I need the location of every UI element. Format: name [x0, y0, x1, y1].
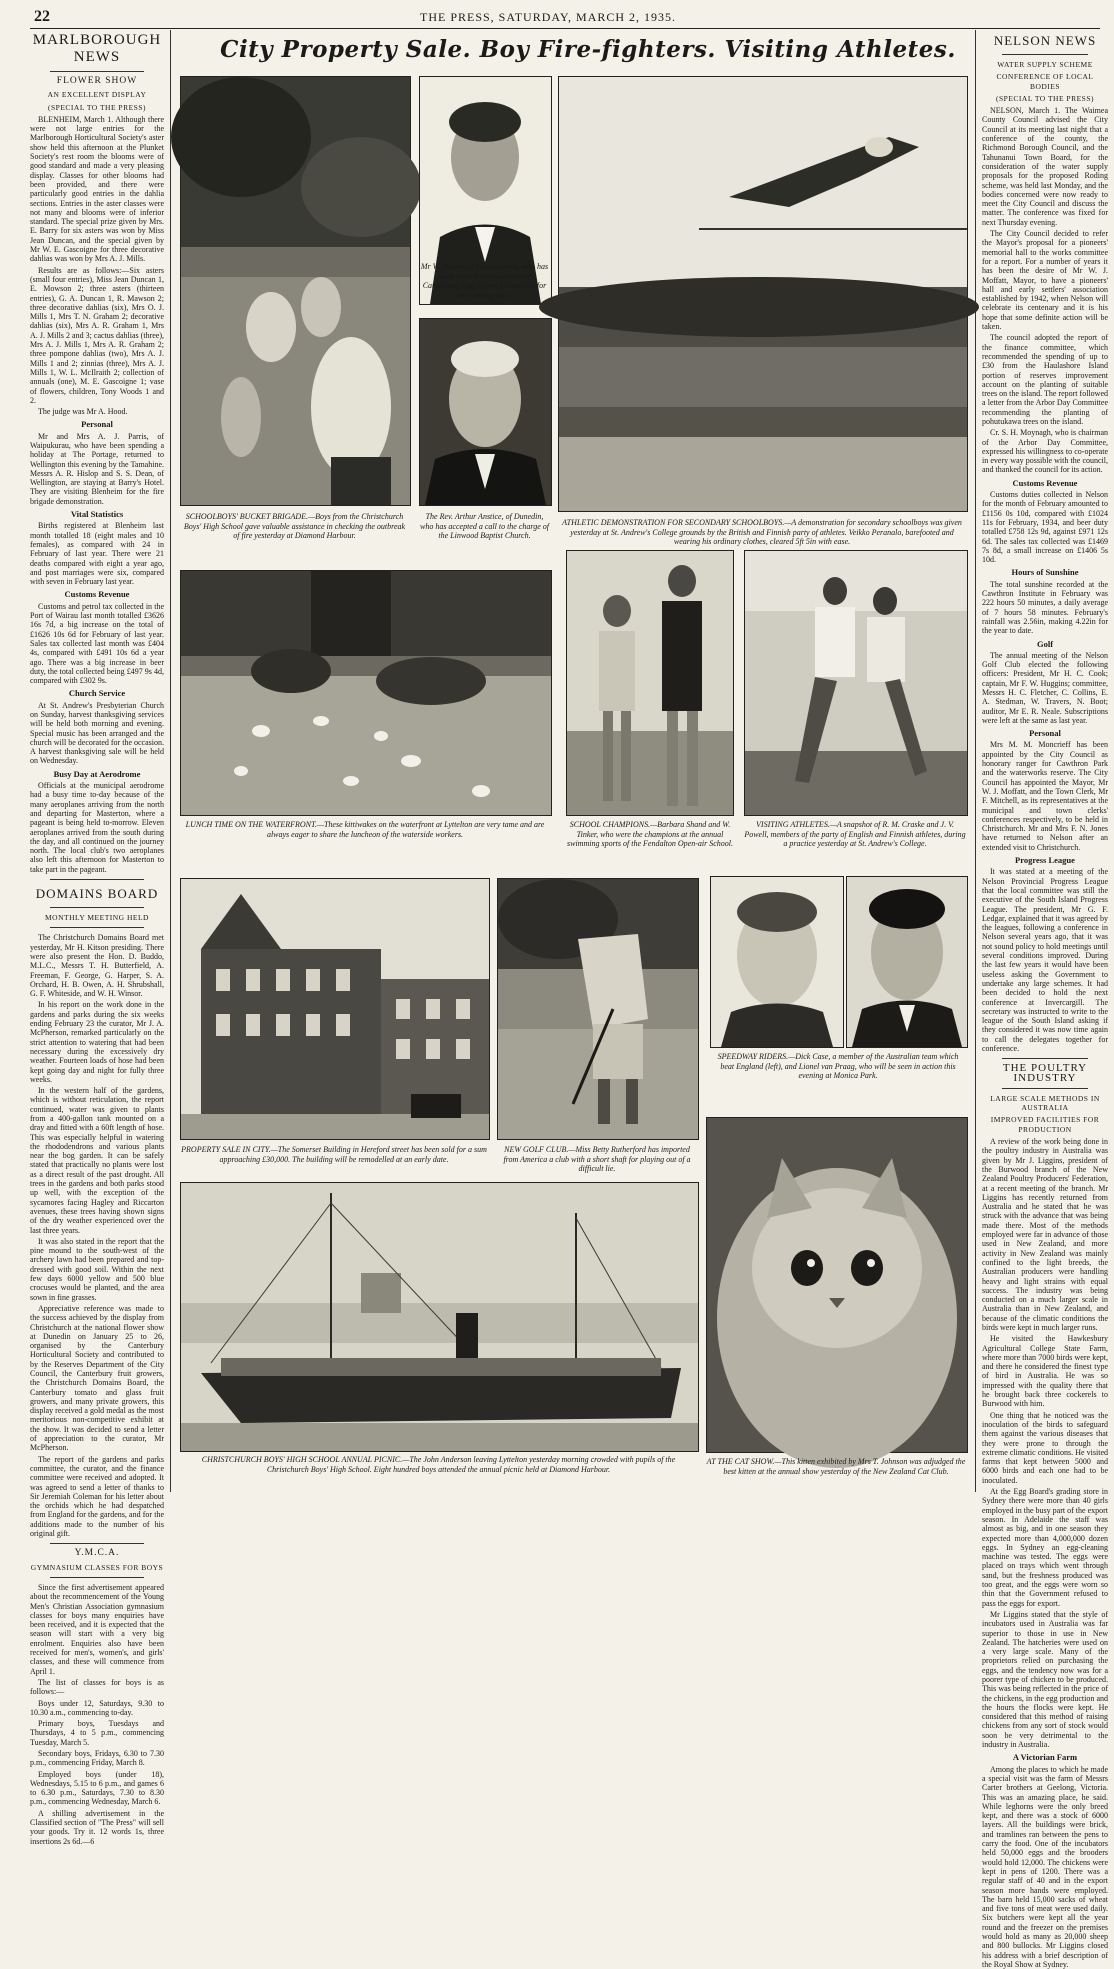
divider [50, 71, 144, 72]
picnic-caption: CHRISTCHURCH BOYS' HIGH SCHOOL ANNUAL PICNIC.—The John Anderson leaving Lyttelton yesterday morning crowded with pupils of the Christchurch Boys' High School. Eight hundred boys attended the annual picnic held at Diamond Harbour. [201, 1455, 676, 1474]
subhead: Busy Day at Aerodrome [53, 768, 141, 779]
golf-club-photo [497, 878, 699, 1140]
poultry-head: THE POULTRY INDUSTRY [1002, 1062, 1088, 1084]
divider [50, 1543, 144, 1544]
nelson-head: NELSON NEWS [993, 33, 1097, 48]
speedway-caption: SPEEDWAY RIDERS.—Dick Case, a member of the Australian team which beat England (left), and Lionel van Praag, who will be seen in action this evening at Monica Park. [717, 1052, 959, 1080]
article-paragraph: Among the places to which he made a special visit was the farm of Messrs Carter brothers at Geelong, Victoria. This was an amazing place, he said. While leghorns were the only breed kept, and there was a stock of 6000 layers. All the buildings were brick, and tramlines ran between the pens to carry the food. One of the incubators held 50,000 eggs and the brooders would hold 12,000. The chickens were kept in pens of 1200. There was a regular staff of 40 and in the export season more hands were employed. The barn held 15,000 sacks of wheat and five tons of meat were used daily. Six butchers were kept all the year round and the freezer on the premises would hold as many as 20,000 sheep and 800 bullocks. Mr Liggins closed his address with a brief description of the Royal Show at Sydney. [982, 1764, 1108, 1969]
article-paragraph: The council adopted the report of the finance committee, which recommended the spending of up to £30 from the Haulashore Island portion of reserves improvement account on the planting of suitable trees on the island. The report followed a letter from the Arbor Day Committee recommending the planting of pohutukawa trees on the island. [982, 333, 1108, 426]
article-paragraph: The report of the gardens and parks committee, the curator, and the finance committee were received and adopted. It was agreed to send a letter of thanks to Sir Jeremiah Coleman for his letter about the orchids which he had despatched from England for the gardens, and for the additions made to the number of his original gift. [30, 1454, 164, 1539]
subhead: Customs Revenue [64, 589, 130, 600]
fire-brigade-caption: SCHOOLBOYS' BUCKET BRIGADE.—Boys from the Christchurch Boys' High School gave valuable assistance in checking the outbreak of fire yesterday at Diamond Harbour. [183, 512, 406, 540]
subhead: Customs Revenue [1012, 477, 1078, 488]
article-paragraph: Mr and Mrs A. J. Parris, of Waipukurau, who have been spending a holiday at The Portage, returned to Wellington this evening by the Tamahine. Messrs A. R. Hislop and S. S. Dean, of Wellington, are staying at Barry's Hotel. They are visiting Blenheim for the fire brigade demonstration. [30, 431, 164, 506]
article-paragraph: BLENHEIM, March 1. Although there were not large entries for the Marlborough Horticultural Society's aster show held this afternoon at the Plunket Society's rest room the blooms were of good standard and made a very pleasing display. Classes for other blooms had been provided, and there were particularly good entries in the dahlia sections. Entries in the aster classes were not many and blooms were of inferior standard. The special prize given by Mrs. E. Barry for six asters was won by Miss Jean Duncan, and the special given by Mr W. E. Gascoigne for three decorative dahlias was won by Mrs A. J. Mills. [30, 114, 164, 264]
turner-caption: Mr W. Turner, of Christchurch, who has been elected chairman of the Canterbury Egg Export Committee for the coming year. [420, 262, 549, 300]
article-paragraph: Customs duties collected in Nelson for the month of February amounted to £1156 0s 10d, compared with £1024 11s for February, 1934, and beer duty totalled £758 12s 9d, against £971 12s 6d. The sales tax collected was £1469 7s 8d, a small increase on £1406 5s 10d. [982, 490, 1108, 565]
article-paragraph: The annual meeting of the Nelson Golf Club elected the following officers: President, Mr H. C. Cook; captain, Mr F. W. Huggins; committee, Messrs H. C. Fletcher, C. Collins, E. A. Stedman, W. Travers, N. Boot; auditor, Mr E. R. Neale. Subscriptions were left at the same as last year. [982, 650, 1108, 725]
article-paragraph: NELSON, March 1. The Waimea County Council advised the City Council at its meeting last night that a conference of the county, the Richmond Borough Council, and the Tahunanui Town Board, for the consideration of the water supply proposals for the proposed Roding scheme, was held last Monday, and the bodies concerned were now ready to meet the City Council and discuss the matter. The conference was fixed for next Thursday evening. [982, 106, 1108, 227]
column-rule [975, 30, 976, 1492]
article-paragraph: Since the first advertisement appeared about the recommencement of the Young Men's Christian Association gymnasium classes for boys many enquiries have been received, and it is expected that the season will start with a very big enrolment. Enquiries also have been received for men's, women's, and girls' classes, and these will commence from April 1. [30, 1582, 164, 1676]
subhead: Personal [81, 419, 113, 430]
left-column [30, 32, 164, 1846]
article-paragraph: The list of classes for boys is as follows:— [30, 1677, 164, 1697]
special-tag: (SPECIAL TO THE PRESS) [47, 102, 147, 112]
banner-headline: City Property Sale. Boy Fire-fighters. Visiting Athletes. [220, 36, 956, 63]
article-paragraph: Boys under 12, Saturdays, 9.30 to 10.30 a.m., commencing to-day. [30, 1698, 164, 1717]
poultry-sub2: IMPROVED FACILITIES FOR PRODUCTION [990, 1115, 1100, 1134]
article-paragraph: In the western half of the gardens, which is without reticulation, the report continued, water was given to plants from a 400-gallon tank mounted on a dray and fitted with a 60ft length of hose. This was especially helpful in watering the rhododendrons and various plants near the bog garden. It can be safely stated that practically no plants were lost as a direct result of the past drought. All trees in the gardens and both parks stood up well, with the exception of the sycamores facing Hagley and Riccarton avenues, these trees having shown signs of the dry weather experienced over the last three years. [30, 1086, 164, 1235]
article-paragraph: Cr. S. H. Moynagh, who is chairman of the Arbor Day Committee, expressed his willingness to co-operate in every way possible with the council, and thanked the council for its action. [982, 428, 1108, 475]
swimming-champions-photo [566, 550, 734, 816]
dick-case-portrait [710, 876, 844, 1048]
champions-caption: SCHOOL CHAMPIONS.—Barbara Shand and W. Tinker, who were the champions at the annual swimming sports of the Fendalton Open-air School. [567, 820, 733, 848]
article-paragraph: Results are as follows:—Six asters (small four entries), Miss Jean Duncan 1, E. Mowson 2; three asters (thirteen entries), G. A. Duncan 1, R. Mawson 2; three decorative dahlias (six), Mrs O. J. Mills 1, Mrs T. N. Graham 2; decorative dahlias (six), Mrs A. R. Graham 1, Mrs A. J. Mills 2 and 3; cactus dahlias (three), Mrs A. J. Mills 1, Mrs A. R. Graham 2; three pompone dahlias (two), Mrs A. J. Mills 1 and 2; zinnias (three), Mrs A. J. Mills 1, W. L. McIlraith 2; collection of annuals (one), M. E. Gascoigne 1; vase of flowers, children, Tony Woods 1 and 2. [30, 265, 164, 405]
lionel-van-praag-portrait [846, 876, 968, 1048]
ymca-head: Y.M.C.A. [74, 1548, 120, 1559]
waterfront-caption: LUNCH TIME ON THE WATERFRONT.—These kittiwakes on the waterfront at Lyttelton are very tame and are always eager to share the luncheon of the waterside workers. [185, 820, 545, 839]
article-paragraph: It was stated at a meeting of the Nelson Provincial Progress League that the local committee was still the executive of the South Island Progress League. The president, Mr G. F. Ledgar, explained that it was agreed by the leagues, following a conference in Nelson several years ago, that it was not sound policy to hold meetings until several conditions improved. During the last few years it would have been useless asking the Government to undertake any large schemes. It had been decided to hold the next conference at Invercargill. The secretary was instructed to write to the league of the South Island asking if they considered it was now time again to call the delegates together for conference. [982, 867, 1108, 1053]
subhead: Vital Statistics [70, 509, 124, 520]
waterfront-gulls-photo [180, 570, 552, 816]
subhead: Church Service [68, 688, 126, 699]
poultry-sub: LARGE SCALE METHODS IN AUSTRALIA [990, 1093, 1100, 1113]
anstice-portrait [419, 318, 552, 506]
page-number: 22 [34, 8, 50, 25]
article-paragraph: He visited the Hawkesbury Agricultural College State Farm, where more than 7000 birds were kept, and there he considered the finest type of bird in Australia. He was so impressed with the quality there that he brought back three cockerels to Burwood with him. [982, 1334, 1108, 1409]
picnic-ship-photo [180, 1182, 699, 1452]
article-paragraph: The total sunshine recorded at the Cawthron Institute in February was 222 hours 50 minutes, a daily average of 7 hours 58 minutes. February's rainfall was 2.56in, making 4.22in for the year to date. [982, 579, 1108, 636]
article-paragraph: At St. Andrew's Presbyterian Church on Sunday, harvest thanksgiving services will be held both morning and evening. Special music has been arranged and the church will be decorated for the occasion. A harvest thanksgiving sale will be held on Wednesday. [30, 700, 164, 766]
kitten-photo [706, 1117, 968, 1453]
article-paragraph: The Christchurch Domains Board met yesterday, Mr H. Kitson presiding. There were also present the Hon. D. Buddo, M.L.C., Messrs T. H. Butterfield, A. Freeman, F. George, G. Harper, S. A. Orchard, H. B. Owen, A. H. Shrubshall, G. F. Whiteside, and W. H. Winsor. [30, 933, 164, 999]
domains-sub: MONTHLY MEETING HELD [45, 913, 149, 923]
cat-caption: AT THE CAT SHOW.—This kitten exhibited by Mrs T. Johnson was adjudged the best kitten at the annual show yesterday of the New Zealand Cat Club. [706, 1457, 966, 1476]
paper-dateline: THE PRESS, SATURDAY, MARCH 2, 1935. [420, 10, 677, 24]
subhead: Hours of Sunshine [1011, 567, 1079, 578]
article-paragraph: Secondary boys, Fridays, 6.30 to 7.30 p.m., commencing Friday, March 8. [30, 1748, 164, 1768]
special-tag: (SPECIAL TO THE PRESS) [995, 93, 1095, 103]
visiting-athletes-photo [744, 550, 968, 816]
article-paragraph: It was also stated in the report that the pine mound to the south-west of the archery lawn had been prepared and top-dressed with good soil. Within the next few days 6000 yellow and 500 blue crocuses would be planted, and the area sown in fine grasses. [30, 1236, 164, 1302]
classified-ad: A shilling advertisement in the Classified section of "The Press" will sell your goods. Try it. 12 words 1s, three insertions 2s 6d.—6 [30, 1808, 164, 1846]
article-paragraph: Primary boys, Tuesdays and Thursdays, 4 to 5 p.m., commencing Tuesday, March 5. [30, 1719, 164, 1747]
marlborough-head: MARLBOROUGH NEWS [32, 32, 162, 65]
article-paragraph: At the Egg Board's grading store in Sydney there were more than 40 girls employed in the busy part of the export season. In Adelaide the staff was almost as big, and in one season they expected more than 4,000,000 dozen eggs. In Sydney an egg-cleaning machine was tested. The eggs were placed on trays which went through sand, but the freshness produced was too great, and the eggs were worn so thin that the Government refused to pass the eggs for export. [982, 1487, 1108, 1608]
nelson-sub: WATER SUPPLY SCHEME [997, 60, 1093, 69]
property-caption: PROPERTY SALE IN CITY.—The Somerset Building in Hereford street has been sold for a sum approaching £30,000. The building will be remodelled at an early date. [181, 1145, 487, 1164]
divider [1002, 1088, 1088, 1089]
article-paragraph: Employed boys (under 18), Wednesdays, 5.15 to 6 p.m., and games 6 to 6.30 p.m., Saturdays, 7.30 to 8.30 p.m., commencing Wednesday, March 6. [30, 1769, 164, 1807]
subhead: Golf [1036, 638, 1054, 649]
article-paragraph: Mr Liggins stated that the style of incubators used in Australia was far superior to those in use in New Zealand. The hatcheries were used on a very large scale. Many of the proprietors relied on purchasing the eggs, and the tendency now was for a poorer type of chicken to be produced. This was being reflected in the price of the chickens, in the egg production and the hours the flocks were kept. He considered that this method of raising chickens from any sort of stock would soon be very detrimental to the industry in Australia. [982, 1609, 1108, 1750]
visiting-caption: VISITING ATHLETES.—A snapshot of R. M. Craske and J. V. Powell, members of the party of English and Finnish athletes, during a practice yesterday at St. Andrew's College. [744, 820, 966, 848]
domains-head: DOMAINS BOARD [35, 886, 159, 902]
right-column [982, 32, 1108, 1969]
ymca-sub: GYMNASIUM CLASSES FOR BOYS [30, 1562, 164, 1572]
subhead: A Victorian Farm [1012, 1752, 1078, 1763]
divider [50, 927, 144, 928]
golf-caption: NEW GOLF CLUB.—Miss Betty Rutherford has imported from America a club with a short shaft for playing out of a difficult lie. [503, 1145, 691, 1173]
marlborough-sub: FLOWER SHOW [56, 76, 138, 86]
top-rule [30, 28, 1100, 29]
article-paragraph: The judge was Mr A. Hood. [38, 407, 128, 417]
article-paragraph: The City Council decided to refer the Mayor's proposal for a pioneers' memorial hall to the works committee for a report. For a number of years it has been the desire of Mr W. J. Moffatt, Mayor, to have a pioneers' hall and early settlers' association established by 1942, when Nelson will celebrate its centenary and it is his hope that some definite action will be taken. [982, 229, 1108, 332]
article-paragraph: In his report on the work done in the gardens and parks during the six weeks ending February 23 the curator, Mr J. A. McPherson, remarked particularly on the strict attention to watering that had been necessary during the excessively dry weather. Fourteen loads of hose had been kept going day and night for fully three weeks. [30, 1000, 164, 1084]
subhead: Progress League [1015, 855, 1075, 866]
article-paragraph: One thing that he noticed was the inoculation of the birds to safeguard them against the various diseases that they were prone to through the extreme climatic conditions. He visited farms that kept between 5000 and 6000 birds and each one had to be inoculated. [982, 1410, 1108, 1485]
divider [50, 907, 144, 908]
divider [50, 1577, 144, 1578]
divider [1002, 54, 1088, 55]
divider [50, 879, 144, 880]
anstice-caption: The Rev. Arthur Anstice, of Dunedin, who has accepted a call to the charge of the Linwood Baptist Church. [419, 512, 549, 540]
somerset-building-photo [180, 878, 490, 1140]
article-paragraph: Mrs M. M. Moncrieff has been appointed by the City Council as honorary ranger for Cawthron Park and the waterworks reserve. The City Council has appointed the Mayor, Mr W. J. Moffatt, and the Town Clerk, Mr F. Mitchell, as its representatives at the municipal and town clerks' conferences respectively, to be held in Christchurch. Mr and Mrs F. N. Jones have returned to Nelson after an extended visit to Christchurch. [982, 740, 1108, 852]
article-paragraph: Customs and petrol tax collected in the Port of Wairau last month totalled £3626 16s 7d, a big increase on the total of £1626 10s 6d for February of last year. Sales tax collected last month was £404 4s, compared with £491 10s 6d a year ago. There was a big increase in beer duty, the total collected being £497 9s 4d, compared with £302 9s. [30, 601, 164, 686]
column-rule [170, 30, 171, 1492]
article-paragraph: Births registered at Blenheim last month totalled 18 (eight males and 10 females), as compared with 24 in February of last year. There were 21 deaths compared with eight a year ago, and post marriages were six, compared with seven in February last year. [30, 521, 164, 587]
marlborough-sub2: AN EXCELLENT DISPLAY [47, 90, 147, 100]
article-paragraph: A review of the work being done in the poultry industry in Australia was given by Mr J. Liggins, president of the Burwood branch of the New Zealand Poultry Producers' Federation, at a recent meeting of the branch. Mr Liggins has recently returned from Australia and he stated that he was struck with the advance that was being made there. Most of the methods employed were far in advance of those used in New Zealand, and more activity in New Zealand was mainly confined to the light breeds, the Australian producers were handling heavy and light strains with equal success. The industry was being conducted on a much larger scale in Australia than in New Zealand, and because of the climatic conditions the birds were kept in much larger runs. [982, 1137, 1108, 1332]
athletic-caption: ATHLETIC DEMONSTRATION FOR SECONDARY SCHOOLBOYS.—A demonstration for secondary schoolboys was given yesterday at St. Andrew's College grounds by the British and Finnish party of athletes. Veikko Peranalo, barefooted and wearing his ordinary clothes, cleared 5ft 5in with ease. [562, 518, 962, 546]
article-paragraph: Officials at the municipal aerodrome had a busy time to-day because of the many aeroplanes arriving from the north and departing for Masterton, where a pageant is being held to-morrow. Eleven aeroplanes arrived from the south during the day, and all continued on the journey north. The local club's two aeroplanes also left this afternoon for Masterton to take part in the pageant. [30, 781, 164, 874]
article-paragraph: Appreciative reference was made to the success achieved by the display from Christchurch at the national flower show at Dunedin on January 25 to 26, organised by the Canterbury Horticultural Society and contributed to by the Reserves Department of the City Council, the Canterbury fruit growers, the Christchurch Domains Board, the Canterbury tomato and glass fruit growers, and many private growers, this display received a gold medal as the most meritorious non-competitive exhibit at the show. It was decided to send a letter of appreciation to the curator, Mr McPherson. [30, 1303, 164, 1453]
nelson-sub2: CONFERENCE OF LOCAL BODIES [996, 72, 1094, 91]
masthead [0, 6, 1114, 28]
high-jump-photo [558, 76, 968, 512]
fire-brigade-photo [180, 76, 411, 506]
subhead: Personal [1029, 728, 1061, 739]
divider [1002, 1058, 1088, 1059]
